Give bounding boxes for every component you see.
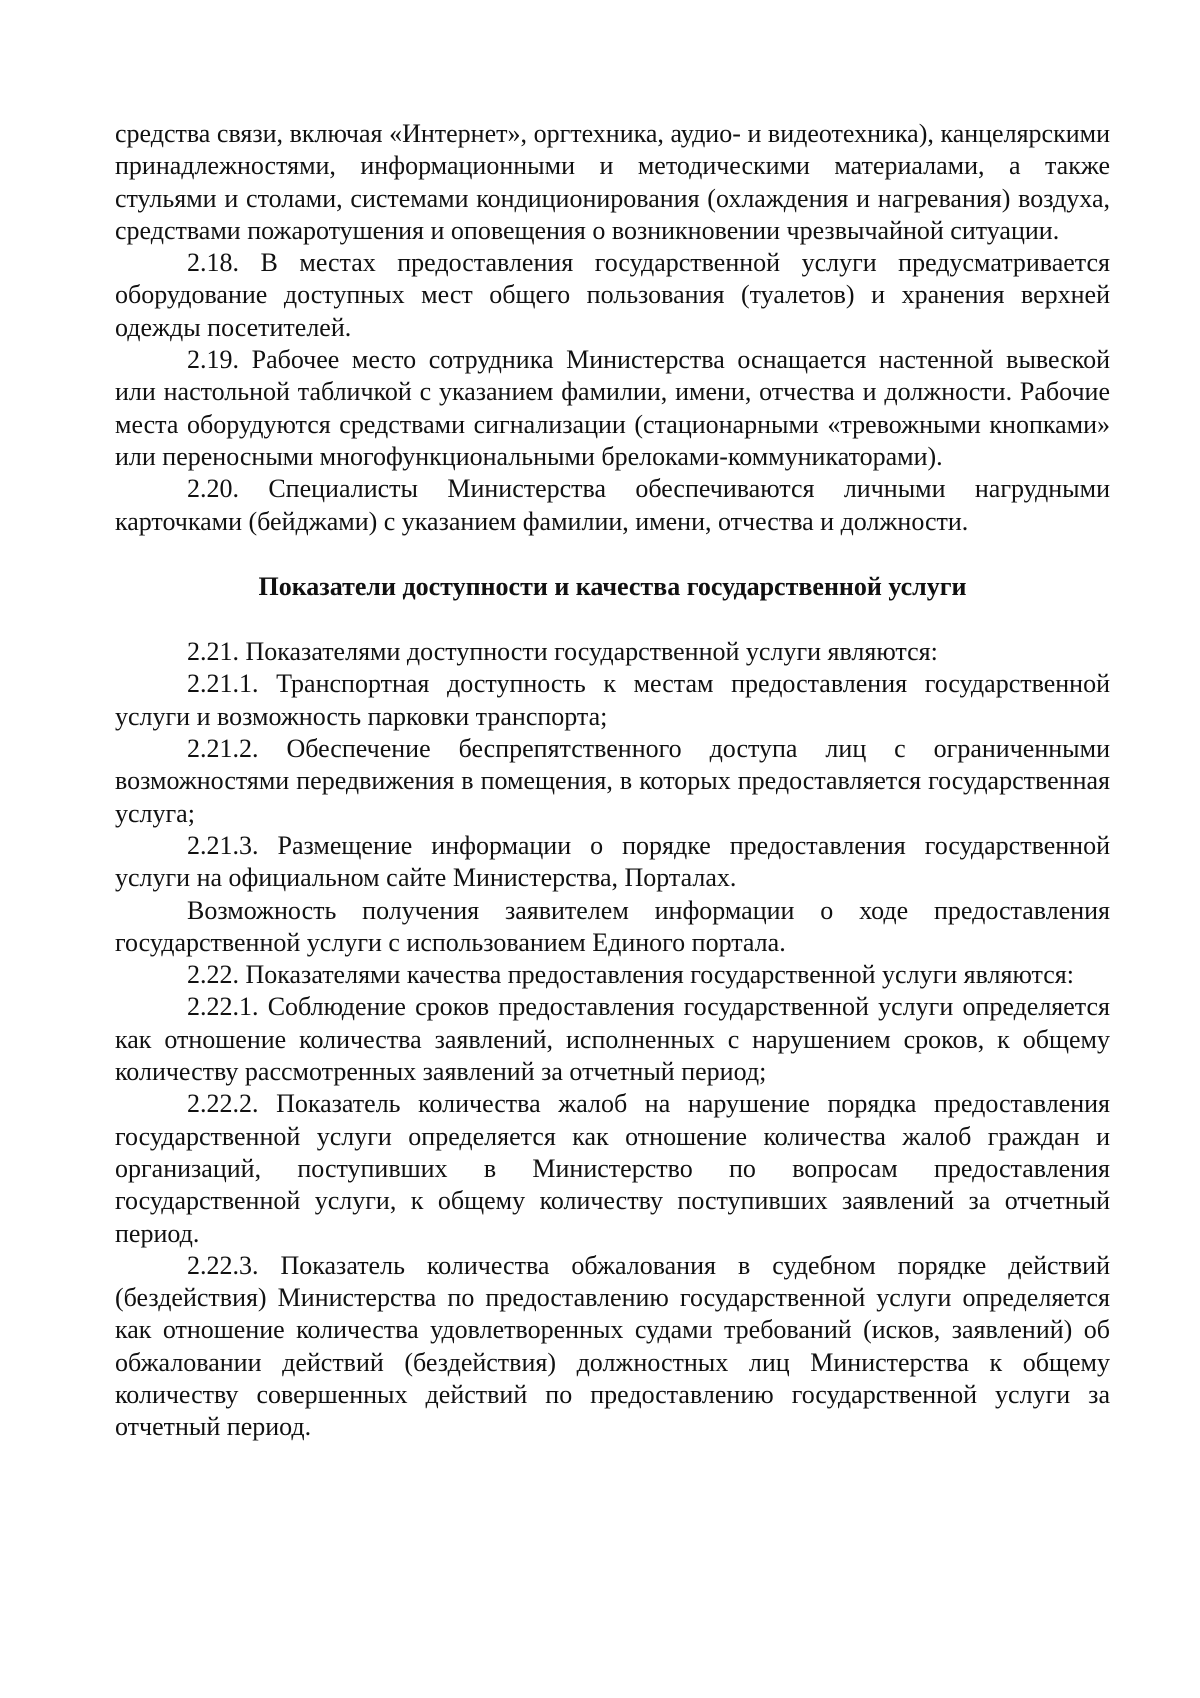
paragraph-2-19: 2.19. Рабочее место сотрудника Министерства оснащается настенной вывеской или настольной табличкой с указанием фамилии, имени, отчества и должности. Рабочие места оборудуются средствами сигнализации (стационарными «тревожными кнопками» или переносными многофункциональными брелоками-коммуникаторами).: [115, 345, 1110, 471]
paragraph-2-20: 2.20. Специалисты Министерства обеспечиваются личными нагрудными карточками (бейджами) с указанием фамилии, имени, отчества и должности.: [115, 474, 1110, 536]
paragraph-2-18: 2.18. В местах предоставления государственной услуги предусматривается оборудование доступных мест общего пользования (туалетов) и хранения верхней одежды посетителей.: [115, 248, 1110, 342]
paragraph-2-21-3: 2.21.3. Размещение информации о порядке предоставления государственной услуги на официальном сайте Министерства, Порталах.: [115, 830, 1110, 893]
paragraph-equipment-continued: средства связи, включая «Интернет», оргтехника, аудио- и видеотехника), канцелярскими принадлежностями, информационными и методическими материалами, а также стульями и столами, системами кондиционирования (охлаждения и нагревания) воздуха, средствами пожаротушения и оповещения о возникновении чрезвычайной ситуации.: [115, 119, 1110, 245]
paragraph-2-22-2: 2.22.2. Показатель количества жалоб на нарушение порядка предоставления государственной услуги определяется как отношение количества жалоб граждан и организаций, поступивших в Министерство по вопросам предоставления государственной услуги, к общему количеству поступивших заявлений за отчетный период.: [115, 1089, 1110, 1248]
paragraph-2-22-1: 2.22.1. Соблюдение сроков предоставления государственной услуги определяется как отношение количества заявлений, исполненных с нарушением сроков, к общему количеству рассмотренных заявлений за отчетный период;: [115, 992, 1110, 1087]
document-page: [115, 118, 1110, 1444]
paragraph-info-possibility: Возможность получения заявителем информации о ходе предоставления государственной услуги с использованием Единого портала.: [115, 895, 1110, 957]
section-heading: Показатели доступности и качества государственной услуги: [258, 571, 967, 601]
paragraph-2-21-2: 2.21.2. Обеспечение беспрепятственного доступа лиц с ограниченными возможностями передвижения в помещения, в которых предоставляется государственная услуга;: [115, 734, 1110, 828]
paragraph-2-22-3: 2.22.3. Показатель количества обжалования в судебном порядке действий (бездействия) Министерства по предоставлению государственной услуги определяется как отношение количества удовлетворенных судами требований (исков, заявлений) об обжаловании действий (бездействия) должностных лиц Министерства к общему количеству совершенных действий по предоставлению государственной услуги за отчетный период.: [115, 1250, 1110, 1442]
paragraph-2-22: 2.22. Показателями качества предоставления государственной услуги являются:: [187, 960, 1074, 990]
paragraph-2-21: 2.21. Показателями доступности государственной услуги являются:: [187, 637, 938, 667]
paragraph-2-21-1: 2.21.1. Транспортная доступность к местам предоставления государственной услуги и возможность парковки транспорта;: [115, 669, 1110, 731]
